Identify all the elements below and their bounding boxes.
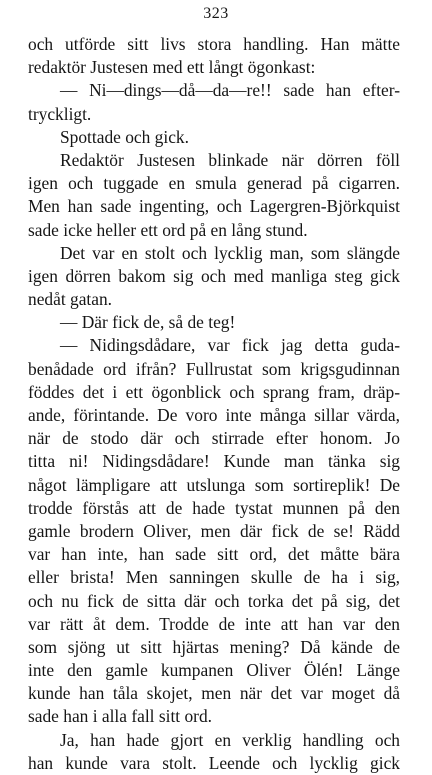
text-line: gamle brodern Oliver, men där fick de se! Rädd — [28, 520, 400, 541]
text-line: benådade ord ifrån? Fullrustat som krigsgudinnan — [28, 358, 400, 379]
text-line: sade han i alla fall sitt ord. — [28, 706, 212, 727]
text-line: Spottade och gick. — [60, 126, 189, 147]
page-number: 323 — [203, 5, 229, 22]
text-line: trodde förstås att de hade tystat munnen på den — [28, 497, 400, 518]
text-line: inte den gamle kumpanen Oliver Ölén! Länge — [28, 660, 400, 681]
text-line: kunde han tåla skojet, men när det var moget då — [28, 683, 400, 704]
text-line: sade icke heller ett ord på en lång stund. — [28, 219, 308, 240]
text-line: — Ni—dings—då—da—re!! sade han efter- — [60, 80, 400, 101]
text-line: igen dörren bakom sig och med manliga steg gick — [28, 265, 400, 286]
text-line: när de stodo där och stirrade efter honom. Jo — [28, 428, 400, 449]
text-line: eller brista! Men sanningen skulle de ha i sig, — [28, 567, 400, 588]
text-line: redaktör Justesen med ett långt ögonkast: — [28, 57, 316, 78]
text-line: var han inte, han sade sitt ord, det måtte bära — [28, 544, 400, 565]
text-line: som sjöng ut sitt hjärtas mening? Då kände de — [28, 636, 400, 657]
text-line: han kunde vara stolt. Leende och lycklig gick — [28, 752, 400, 773]
text-line: — Där fick de, så de teg! — [60, 312, 236, 333]
text-line: och utförde sitt livs stora handling. Han mätte — [28, 34, 400, 54]
text-line: igen och tuggade en smula generad på cigarren. — [28, 173, 400, 194]
text-line: Redaktör Justesen blinkade när dörren föll — [60, 149, 400, 170]
text-line: tryckligt. — [28, 103, 92, 124]
text-line: var rätt åt dem. Trodde de inte att han var den — [28, 613, 400, 634]
text-line: Ja, han hade gjort en verklig handling och — [60, 729, 400, 750]
text-line: titta ni! Nidingsdådare! Kunde man tänka sig — [28, 451, 400, 472]
text-line: — Nidingsdådare, var fick jag detta guda- — [60, 335, 400, 356]
text-line: föddes det i ett ögonblick och sprang fram, dräp- — [28, 381, 400, 402]
body-text — [28, 33, 400, 775]
text-line: Det var en stolt och lycklig man, som slängde — [60, 242, 400, 263]
text-line: något lämpligare att utslunga som sortireplik! De — [28, 474, 400, 495]
text-line: ande, förintande. De voro inte många sillar värda, — [28, 405, 400, 425]
text-line: Men han sade ingenting, och Lagergren-Björkquist — [28, 196, 400, 217]
text-line: nedåt gatan. — [28, 289, 113, 310]
text-line: och nu fick de sitta där och torka det på sig, det — [28, 590, 400, 611]
